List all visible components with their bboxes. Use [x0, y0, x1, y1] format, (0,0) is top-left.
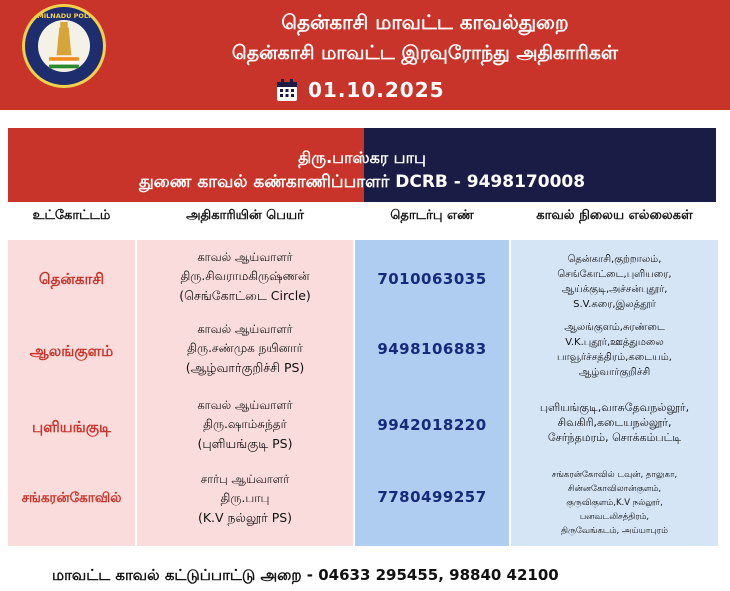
header-title: தென்காசி மாவட்ட காவல்துறை [281, 10, 569, 34]
row-4-subdivision: சங்கரன்கோவில் [21, 490, 122, 506]
row-4-phone[interactable]: 7780499257 [377, 488, 487, 506]
column-header-phone: தொடர்பு எண் [390, 208, 474, 223]
column-header-limits: காவல் நிலைய எல்லைகள் [536, 208, 693, 223]
officer-designation: துணை காவல் கண்காணிப்பாளர் DCRB - 9498170008 [138, 172, 586, 192]
tamilnadu-police-logo-icon [22, 4, 106, 88]
row-2-limits: ஆலங்குளம்,சுரண்டை V.K.புதூர்,ஊத்துமலை பாவூர்ச்சத்திரம்,கடையம், ஆழ்வார்குறிச்சி [557, 322, 672, 378]
column-header-officer: அதிகாரியின் பெயர் [186, 208, 304, 223]
row-4-limits: சங்கரன்கோவில் டவுன், தாலுகா, சின்னகோவிலான்குளம், குருவிகுளம்,K.V நல்லூர், பனவடலிசத்திரம், திருவேங்கடம், அய்யாபுரம் [551, 470, 678, 536]
header-subtitle: தென்காசி மாவட்ட இரவுரோந்து அதிகாரிகள் [231, 42, 619, 64]
row-2-subdivision: ஆலங்குளம் [29, 342, 114, 360]
row-3-officer: காவல் ஆய்வாளர் திரு.ஷாம்சுந்தர் (புளியங்குடி PS) [197, 398, 293, 451]
svg-text:TAMILNADU POLICE: TAMILNADU POLICE [28, 12, 100, 21]
officer-name: திரு.பாஸ்கர பாபு [298, 148, 426, 167]
row-1-limits: தென்காசி,குற்றாலம், செங்கோட்டை,புளியரை, ஆய்க்குடி,அச்சன்புதூர், S.V.கரை,இலத்தூர் [557, 254, 672, 310]
header-date [276, 76, 445, 104]
control-room-footer: மாவட்ட காவல் கட்டுப்பாட்டு அறை - 04633 295455, 98840 42100 [52, 566, 559, 584]
row-4-officer: சார்பு ஆய்வாளர் திரு.பாபு (K.V நல்லூர் PS) [197, 472, 293, 525]
row-1-subdivision: தென்காசி [38, 270, 105, 288]
row-2-officer: காவல் ஆய்வாளர் திரு.சண்முக நயினார் (ஆழ்வார்குறிச்சி PS) [185, 322, 305, 375]
row-3-phone[interactable]: 9942018220 [377, 416, 487, 434]
row-2-phone[interactable]: 9498106883 [377, 340, 487, 358]
row-1-officer: காவல் ஆய்வாளர் திரு.சிவராமகிருஷ்ணன் (செங்கோட்டை Circle) [179, 250, 311, 303]
column-header-subdivision: உட்கோட்டம் [32, 208, 111, 223]
row-1-phone[interactable]: 7010063035 [377, 270, 487, 288]
row-3-limits: புளியங்குடி,வாசுதேவநல்லூர், சிவகிரி,கடையநல்லூர், சேர்ந்தமரம், சொக்கம்பட்டி [539, 401, 690, 444]
calendar-icon [276, 78, 298, 102]
row-3-subdivision: புளியங்குடி [32, 418, 111, 436]
date-text: 01.10.2025 [308, 78, 445, 102]
